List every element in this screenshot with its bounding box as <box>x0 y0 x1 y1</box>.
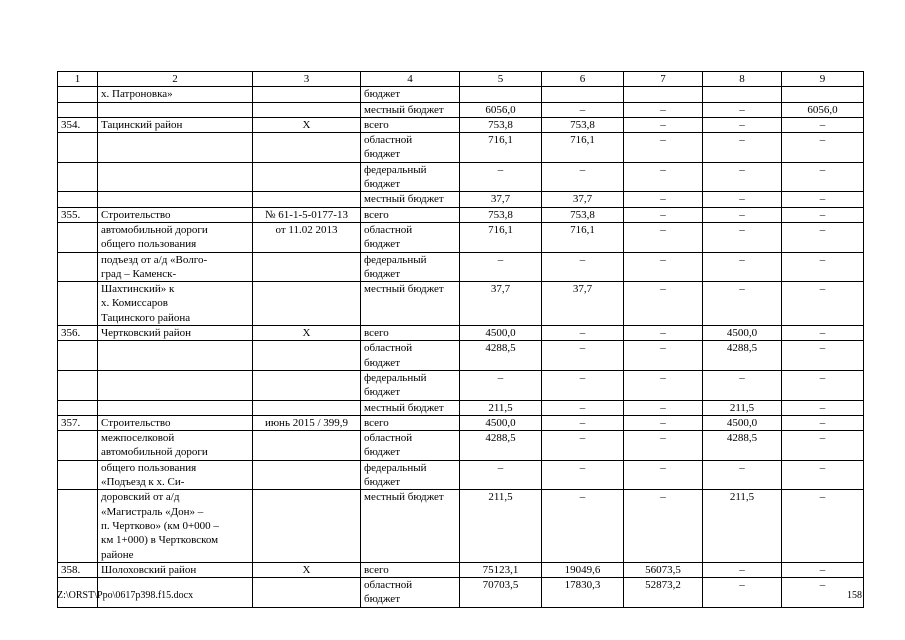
object-code <box>253 192 361 207</box>
value-cell <box>624 87 703 102</box>
value-cell: – <box>624 252 703 282</box>
value-cell: – <box>703 460 782 490</box>
value-cell: 37,7 <box>460 192 542 207</box>
row-number <box>58 102 98 117</box>
object-code <box>253 370 361 400</box>
object-name-line: х. Комиссаров <box>101 297 168 310</box>
budget-type <box>361 562 460 577</box>
budget-type <box>361 370 460 400</box>
object-name <box>98 370 253 400</box>
object-name-line: км 1+000) в Чертковском <box>101 534 219 547</box>
value-cell: 716,1 <box>460 222 542 252</box>
value-cell: – <box>782 326 864 341</box>
object-name-line: общего пользования <box>101 238 197 251</box>
value-cell: – <box>542 431 624 461</box>
value-cell <box>542 87 624 102</box>
value-cell: – <box>624 133 703 163</box>
object-name-line: автомобильной дороги <box>101 446 208 459</box>
value-cell: – <box>624 326 703 341</box>
budget-type-line: областной <box>364 223 413 236</box>
row-number <box>58 341 98 371</box>
budget-type-line: всего <box>364 327 389 340</box>
object-name <box>98 87 253 102</box>
value-cell: 753,8 <box>542 117 624 132</box>
table-row <box>58 102 864 117</box>
value-cell: – <box>703 370 782 400</box>
value-cell: – <box>624 222 703 252</box>
value-cell: – <box>460 460 542 490</box>
value-cell: 37,7 <box>542 282 624 326</box>
value-cell: – <box>624 117 703 132</box>
column-number: 8 <box>703 72 782 87</box>
value-cell: 753,8 <box>542 207 624 222</box>
budget-type-line: областной <box>364 579 413 592</box>
object-code-line: от 11.02 2013 <box>275 223 338 236</box>
table-row <box>58 117 864 132</box>
object-name-line: подъезд от а/д «Волго- <box>101 253 208 266</box>
budget-type-line: местный бюджет <box>364 193 444 206</box>
budget-type-line: бюджет <box>364 267 400 280</box>
object-name <box>98 162 253 192</box>
file-path: Z:\ORST\Ppo\0617p398.f15.docx <box>57 590 194 601</box>
object-name-line: Чертковский район <box>101 327 192 340</box>
value-cell: 37,7 <box>542 192 624 207</box>
budget-type-line: всего <box>364 416 389 429</box>
object-code <box>253 578 361 608</box>
budget-type <box>361 192 460 207</box>
object-name-line: х. Патроновка» <box>101 88 173 101</box>
object-name-line: Шолоховский район <box>101 563 197 576</box>
object-name-line: автомобильной дороги <box>101 223 208 236</box>
value-cell: 753,8 <box>460 117 542 132</box>
value-cell: – <box>624 400 703 415</box>
object-code <box>253 490 361 562</box>
row-number <box>58 222 98 252</box>
object-code-line: июнь 2015 / 399,9 <box>264 416 349 429</box>
object-name <box>98 490 253 562</box>
budget-type <box>361 87 460 102</box>
value-cell: – <box>782 222 864 252</box>
column-number: 2 <box>98 72 253 87</box>
budget-type-line: местный бюджет <box>364 401 444 414</box>
row-number <box>58 431 98 461</box>
value-cell: 716,1 <box>542 222 624 252</box>
value-cell: – <box>624 192 703 207</box>
object-name <box>98 117 253 132</box>
object-code <box>253 207 361 222</box>
object-code <box>253 222 361 252</box>
object-code <box>253 326 361 341</box>
budget-type-line: бюджет <box>364 148 400 161</box>
object-name-line: Строительство <box>101 416 171 429</box>
object-name-line: доровский от а/д <box>101 491 180 504</box>
object-code <box>253 133 361 163</box>
value-cell: – <box>460 162 542 192</box>
value-cell: – <box>782 562 864 577</box>
budget-type-line: всего <box>364 118 389 131</box>
object-name <box>98 460 253 490</box>
value-cell: – <box>703 133 782 163</box>
object-name <box>98 133 253 163</box>
column-number: 6 <box>542 72 624 87</box>
column-number: 3 <box>253 72 361 87</box>
value-cell: – <box>703 102 782 117</box>
table-row <box>58 133 864 163</box>
value-cell: – <box>624 207 703 222</box>
object-code <box>253 400 361 415</box>
budget-type <box>361 341 460 371</box>
budget-type-line: областной <box>364 134 413 147</box>
table-row <box>58 341 864 371</box>
value-cell: 4500,0 <box>703 326 782 341</box>
value-cell: – <box>703 252 782 282</box>
value-cell: 4288,5 <box>703 431 782 461</box>
value-cell: – <box>703 282 782 326</box>
object-code-line: Х <box>302 118 311 131</box>
value-cell: – <box>542 162 624 192</box>
budget-type-line: бюджет <box>364 593 400 606</box>
value-cell: – <box>624 341 703 371</box>
budget-type-line: федеральный <box>364 253 427 266</box>
budget-type-line: федеральный <box>364 371 427 384</box>
row-number: 357. <box>58 415 98 430</box>
object-name-line: Шахтинский» к <box>101 283 175 296</box>
row-number: 354. <box>58 117 98 132</box>
value-cell: 4500,0 <box>460 326 542 341</box>
value-cell <box>460 87 542 102</box>
budget-type <box>361 282 460 326</box>
table-row <box>58 87 864 102</box>
object-name <box>98 102 253 117</box>
table-row <box>58 460 864 490</box>
budget-type <box>361 326 460 341</box>
object-name <box>98 415 253 430</box>
row-number <box>58 282 98 326</box>
value-cell: 4288,5 <box>703 341 782 371</box>
budget-type-line: областной <box>364 342 413 355</box>
row-number <box>58 133 98 163</box>
budget-type-line: бюджет <box>364 178 400 191</box>
budget-type-line: федеральный <box>364 461 427 474</box>
table-row <box>58 370 864 400</box>
object-code <box>253 431 361 461</box>
budget-type <box>361 133 460 163</box>
budget-type-line: федеральный <box>364 163 427 176</box>
value-cell: – <box>624 370 703 400</box>
table-row <box>58 162 864 192</box>
budget-type-line: местный бюджет <box>364 103 444 116</box>
row-number <box>58 490 98 562</box>
value-cell: – <box>703 562 782 577</box>
budget-type <box>361 578 460 608</box>
column-number: 5 <box>460 72 542 87</box>
row-number: 358. <box>58 562 98 577</box>
value-cell: – <box>542 341 624 371</box>
object-name <box>98 192 253 207</box>
budget-type <box>361 102 460 117</box>
budget-type-line: всего <box>364 208 389 221</box>
value-cell: 4288,5 <box>460 341 542 371</box>
value-cell: – <box>782 415 864 430</box>
value-cell: – <box>782 578 864 608</box>
value-cell: 211,5 <box>703 490 782 562</box>
value-cell: 716,1 <box>460 133 542 163</box>
budget-type-line: бюджет <box>364 476 400 489</box>
value-cell: 211,5 <box>460 400 542 415</box>
row-number <box>58 252 98 282</box>
object-code <box>253 415 361 430</box>
value-cell: 211,5 <box>460 490 542 562</box>
value-cell <box>782 87 864 102</box>
value-cell: – <box>782 252 864 282</box>
value-cell: – <box>703 207 782 222</box>
value-cell: 56073,5 <box>624 562 703 577</box>
object-name <box>98 207 253 222</box>
table-row <box>58 400 864 415</box>
value-cell: – <box>782 117 864 132</box>
row-number <box>58 370 98 400</box>
object-name <box>98 222 253 252</box>
value-cell: – <box>782 282 864 326</box>
value-cell: – <box>624 490 703 562</box>
column-number: 7 <box>624 72 703 87</box>
budget-type-line: всего <box>364 563 389 576</box>
object-name-line: «Магистраль «Дон» – <box>101 505 204 518</box>
budget-type <box>361 415 460 430</box>
object-code <box>253 341 361 371</box>
value-cell: 6056,0 <box>460 102 542 117</box>
object-name-line: град – Каменск- <box>101 267 177 280</box>
value-cell: – <box>624 431 703 461</box>
object-name <box>98 341 253 371</box>
budget-type-line: бюджет <box>364 446 400 459</box>
value-cell: 4288,5 <box>460 431 542 461</box>
object-name-line: Тацинский район <box>101 118 183 131</box>
table-row <box>58 282 864 326</box>
value-cell: – <box>542 400 624 415</box>
object-code <box>253 102 361 117</box>
row-number: 355. <box>58 207 98 222</box>
value-cell <box>703 87 782 102</box>
budget-type <box>361 117 460 132</box>
object-name <box>98 562 253 577</box>
value-cell: – <box>460 370 542 400</box>
value-cell: – <box>782 162 864 192</box>
value-cell: 753,8 <box>460 207 542 222</box>
value-cell: 4500,0 <box>460 415 542 430</box>
object-code <box>253 87 361 102</box>
value-cell: 17830,3 <box>542 578 624 608</box>
value-cell: – <box>542 370 624 400</box>
object-name-line: п. Чертково» (км 0+000 – <box>101 519 219 532</box>
value-cell: – <box>542 415 624 430</box>
object-name <box>98 400 253 415</box>
table-row <box>58 431 864 461</box>
budget-type <box>361 252 460 282</box>
value-cell: 716,1 <box>542 133 624 163</box>
value-cell: – <box>542 102 624 117</box>
object-code <box>253 460 361 490</box>
object-code-line: Х <box>302 327 311 340</box>
value-cell: – <box>703 578 782 608</box>
budget-type <box>361 207 460 222</box>
value-cell: – <box>703 222 782 252</box>
value-cell: – <box>782 431 864 461</box>
table-row <box>58 192 864 207</box>
value-cell: – <box>782 400 864 415</box>
value-cell: 4500,0 <box>703 415 782 430</box>
budget-type-line: местный бюджет <box>364 491 444 504</box>
object-code <box>253 252 361 282</box>
row-number <box>58 400 98 415</box>
object-name-line: «Подъезд к х. Си- <box>101 476 185 489</box>
object-name-line: межпоселковой <box>101 432 175 445</box>
table-row <box>58 326 864 341</box>
object-code-line: № 61-1-5-0177-13 <box>265 208 348 221</box>
object-name-line: Строительство <box>101 208 171 221</box>
table-row <box>58 562 864 577</box>
value-cell: 70703,5 <box>460 578 542 608</box>
budget-table <box>57 71 864 608</box>
value-cell: – <box>703 162 782 192</box>
value-cell: – <box>782 133 864 163</box>
value-cell: – <box>782 207 864 222</box>
object-code <box>253 562 361 577</box>
value-cell: – <box>782 370 864 400</box>
value-cell: 211,5 <box>703 400 782 415</box>
budget-type-line: местный бюджет <box>364 283 444 296</box>
value-cell: – <box>624 460 703 490</box>
value-cell: – <box>542 252 624 282</box>
value-cell: – <box>542 326 624 341</box>
object-code <box>253 162 361 192</box>
object-name <box>98 252 253 282</box>
value-cell: – <box>624 415 703 430</box>
object-name <box>98 431 253 461</box>
object-code <box>253 117 361 132</box>
row-number <box>58 162 98 192</box>
value-cell: 75123,1 <box>460 562 542 577</box>
row-number <box>58 460 98 490</box>
object-code <box>253 282 361 326</box>
row-number <box>58 192 98 207</box>
budget-type <box>361 162 460 192</box>
budget-type-line: бюджет <box>364 238 400 251</box>
value-cell: – <box>782 490 864 562</box>
value-cell: 37,7 <box>460 282 542 326</box>
value-cell: – <box>624 282 703 326</box>
budget-type-line: бюджет <box>364 386 400 399</box>
object-name-line: районе <box>101 548 134 561</box>
column-number: 9 <box>782 72 864 87</box>
value-cell: – <box>782 192 864 207</box>
column-number: 4 <box>361 72 460 87</box>
budget-type <box>361 400 460 415</box>
budget-type-line: бюджет <box>364 356 400 369</box>
budget-type <box>361 222 460 252</box>
value-cell: – <box>624 162 703 192</box>
table-row <box>58 222 864 252</box>
page-number: 158 <box>847 590 862 601</box>
table-row <box>58 490 864 562</box>
value-cell: 6056,0 <box>782 102 864 117</box>
budget-type <box>361 490 460 562</box>
budget-type <box>361 460 460 490</box>
value-cell: – <box>542 490 624 562</box>
row-number: 356. <box>58 326 98 341</box>
table-row <box>58 207 864 222</box>
object-name <box>98 282 253 326</box>
value-cell: 19049,6 <box>542 562 624 577</box>
value-cell: – <box>703 192 782 207</box>
object-name-line: общего пользования <box>101 461 197 474</box>
value-cell: – <box>703 117 782 132</box>
object-name <box>98 326 253 341</box>
header-row <box>58 72 864 87</box>
value-cell: – <box>460 252 542 282</box>
value-cell: – <box>782 460 864 490</box>
value-cell: – <box>782 341 864 371</box>
budget-type <box>361 431 460 461</box>
budget-type-line: бюджет <box>364 88 400 101</box>
object-code-line: Х <box>302 563 311 576</box>
table-row <box>58 252 864 282</box>
budget-type-line: областной <box>364 432 413 445</box>
table-row <box>58 415 864 430</box>
value-cell: – <box>542 460 624 490</box>
column-number: 1 <box>58 72 98 87</box>
row-number <box>58 87 98 102</box>
value-cell: 52873,2 <box>624 578 703 608</box>
value-cell: – <box>624 102 703 117</box>
object-name-line: Тацинского района <box>101 311 191 324</box>
